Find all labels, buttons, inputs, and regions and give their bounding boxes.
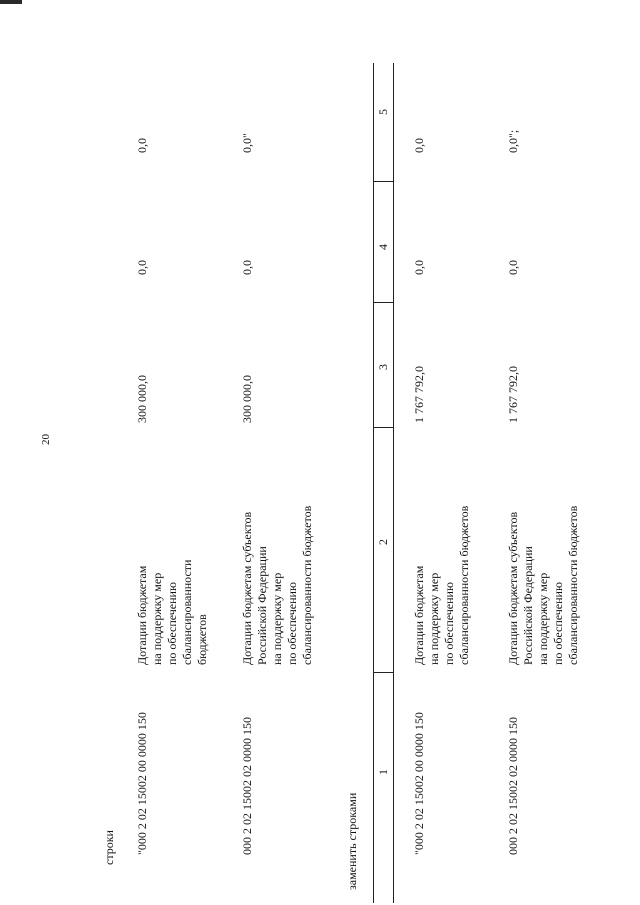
value-col4: 0,0 xyxy=(135,260,149,275)
header-rule-top xyxy=(373,63,374,903)
value-col4: 0,0 xyxy=(240,260,254,275)
column-header-5: 5 xyxy=(376,109,390,115)
value-col4: 0,0 xyxy=(506,260,520,275)
row-name: Дотации бюджетам на поддержку мер по обеспечению сбалансированности бюджетов xyxy=(412,505,471,665)
value-col5: 0,0"; xyxy=(506,129,520,153)
row-name: Дотации бюджетам субъектов Российской Федерации на поддержку мер по обеспечению сбалансированности бюджетов xyxy=(506,505,580,665)
kbk-code: "000 2 02 15002 00 0000 150 xyxy=(135,712,149,855)
section-label-replace: заменить строками xyxy=(345,792,359,890)
header-divider xyxy=(373,181,393,182)
value-col3: 300 000,0 xyxy=(135,375,149,423)
column-header-3: 3 xyxy=(376,364,390,370)
value-col3: 1 767 792,0 xyxy=(412,366,426,423)
value-col5: 0,0 xyxy=(412,138,426,153)
value-col5: 0,0 xyxy=(135,138,149,153)
column-header-2: 2 xyxy=(376,539,390,545)
column-header-1: 1 xyxy=(376,769,390,775)
header-divider xyxy=(373,427,393,428)
value-col3: 300 000,0 xyxy=(240,375,254,423)
kbk-code: 000 2 02 15002 02 0000 150 xyxy=(506,717,520,855)
kbk-code: "000 2 02 15002 00 0000 150 xyxy=(412,712,426,855)
kbk-code: 000 2 02 15002 02 0000 150 xyxy=(240,717,254,855)
header-divider xyxy=(373,672,393,673)
section-label-rows: строки xyxy=(102,830,116,865)
column-header-4: 4 xyxy=(376,244,390,250)
header-divider xyxy=(373,302,393,303)
header-rule-bottom xyxy=(393,63,394,903)
row-name: Дотации бюджетам на поддержку мер по обеспечению сбалансированности бюджетов xyxy=(135,559,209,665)
page-number: 20 xyxy=(40,434,52,445)
value-col4: 0,0 xyxy=(412,260,426,275)
value-col3: 1 767 792,0 xyxy=(506,366,520,423)
value-col5: 0,0" xyxy=(240,133,254,153)
row-name: Дотации бюджетам субъектов Российской Федерации на поддержку мер по обеспечению сбалансированности бюджетов xyxy=(240,505,314,665)
